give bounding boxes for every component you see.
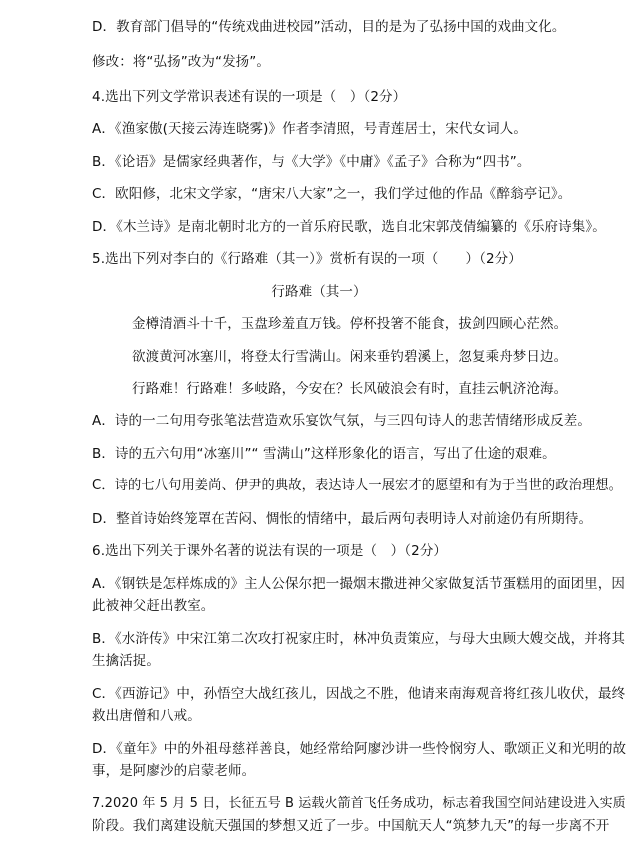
q4-option-c: C．欧阳修，北宋文学家，“唐宋八大家”之一，我们学过他的作品《醉翁亭记》。 [92, 186, 572, 202]
poem-title: 行路难（其一） [271, 284, 367, 300]
q6-option-c-line2: 救出唐僧和八戒。 [92, 708, 201, 724]
q6-option-a-line2: 此被神父赶出教室。 [92, 598, 215, 614]
q5-option-b: B．诗的五六句用“冰塞川”“ 雪满山”这样形象化的语言，写出了仕途的艰难。 [92, 446, 556, 462]
q6-stem: 6.选出下列关于课外名著的说法有误的一项是（ ）（2分） [92, 543, 448, 559]
q5-option-a: A．诗的一二句用夸张笔法营造欢乐宴饮气氛，与三四句诗人的悲苦情绪形成反差。 [92, 413, 591, 429]
q6-option-d-line2: 事，是阿廖沙的启蒙老师。 [92, 763, 256, 779]
q7-line-1: 7.2020 年 5 月 5 日，长征五号 B 运载火箭首飞任务成功，标志着我国空间站建设进入实质 [92, 796, 626, 811]
q6-option-d-line1: D．《童年》中的外祖母慈祥善良，她经常给阿廖沙讲一些怜悯穷人、歌颂正义和光明的故 [92, 741, 627, 757]
q5-option-c: C．诗的七八句用姜尚、伊尹的典故，表达诗人一展宏才的愿望和有为于当世的政治理想。 [92, 478, 623, 493]
q4-stem: 4.选出下列文学常识表述有误的一项是（ ）（2分） [92, 89, 407, 105]
q5-option-d: D．整首诗始终笼罩在苦闷、惆怅的情绪中，最后两句表明诗人对前途仍有所期待。 [92, 511, 593, 527]
q6-option-b-line1: B．《水浒传》中宋江第二次攻打祝家庄时，林冲负责策应，与母大虫顾大嫂交战，并将其 [92, 631, 626, 647]
q3-correction: 修改：将“弘扬”改为“发扬”。 [92, 54, 270, 70]
q4-option-a: A．《渔家傲(天接云涛连晓雾)》作者李清照，号青莲居士，宋代女词人。 [92, 121, 527, 137]
q4-option-b: B．《论语》是儒家经典著作，与《大学》《中庸》《孟子》合称为“四书”。 [92, 154, 531, 170]
poem-line-1: 金樽清酒斗十千，玉盘珍羞直万钱。停杯投箸不能食，拔剑四顾心茫然。 [132, 316, 568, 332]
q6-option-a-line1: A．《钢铁是怎样炼成的》主人公保尔把一撮烟末撒进神父家做复活节蛋糕用的面团里，因 [92, 576, 625, 592]
q3-option-d: D．教育部门倡导的“传统戏曲进校园”活动，目的是为了弘扬中国的戏曲文化。 [92, 19, 566, 35]
q5-stem: 5.选出下列对李白的《行路难（其一）》赏析有误的一项（ ）（2分） [92, 251, 522, 267]
q7-line-2: 阶段。我们离建设航天强国的梦想又近了一步。中国航天人“筑梦九天”的每一步离不开 [92, 818, 610, 834]
q4-option-d: D．《木兰诗》是南北朝时北方的一首乐府民歌，选自北宋郭茂倩编纂的《乐府诗集》。 [92, 219, 606, 235]
poem-line-3: 行路难！行路难！多岐路，今安在？长风破浪会有时，直挂云帆济沧海。 [132, 381, 568, 397]
q6-option-b-line2: 生擒活捉。 [92, 653, 160, 669]
q6-option-c-line1: C．《西游记》中，孙悟空大战红孩儿，因战之不胜，他请来南海观音将红孩儿收伏，最终 [92, 686, 626, 702]
poem-line-2: 欲渡黄河冰塞川，将登太行雪满山。闲来垂钓碧溪上，忽复乘舟梦日边。 [132, 349, 568, 365]
